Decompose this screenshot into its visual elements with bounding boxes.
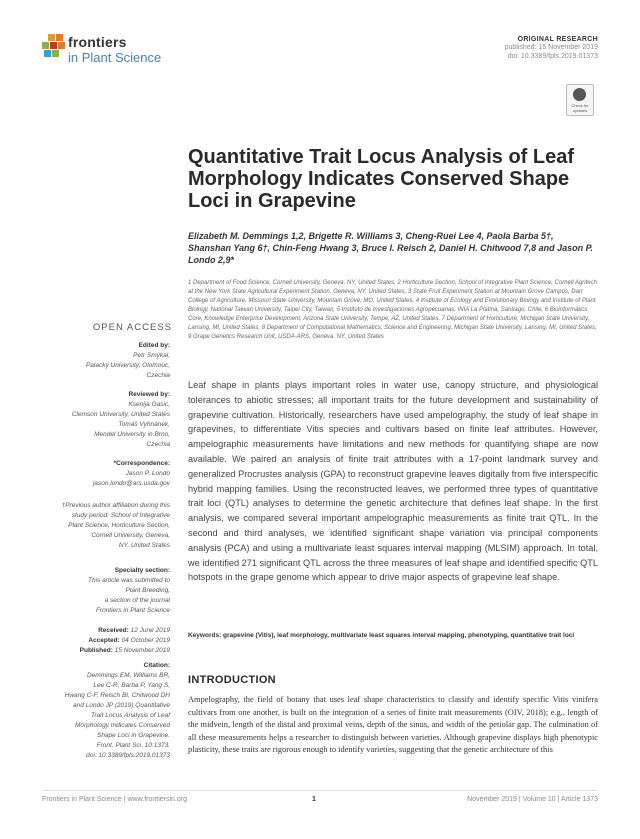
footer-divider [42,790,598,791]
logo-word: frontiers [68,34,127,50]
reviewer-line: Tomáš Vyhnánek, [118,421,170,428]
footer-journal-link[interactable]: Frontiers in Plant Science | www.frontiersin.org [42,796,187,803]
citation-doi[interactable]: doi: 10.3389/fpls.2019.01373 [86,752,170,759]
specialty-label: Specialty section: [114,567,170,574]
specialty-section-block [50,566,170,616]
citation-line: Demmings EM, Williams BR, [86,672,170,679]
citation-label: Citation: [143,662,170,669]
correspondence-label: *Correspondence: [113,460,170,467]
edited-by-label: Edited by: [138,342,170,349]
published-date-side: 15 November 2019 [114,647,170,654]
reviewer-line: Ksenija Gasic, [128,401,170,408]
reviewed-by-block [50,390,170,450]
logo-journal-name: in Plant Science [68,50,162,65]
published-date: published: 15 November 2019 [504,44,598,51]
article-type: ORIGINAL RESEARCH [517,36,598,43]
accepted-date: 04 October 2019 [121,637,170,644]
frontiers-logo-icon [42,34,68,62]
reviewed-by-label: Reviewed by: [128,391,170,398]
correspondence-email[interactable]: jason.londo@ars.usda.gov [92,480,170,487]
note-line: Cornell University, Geneva, [91,532,170,539]
note-line: study period: School of Integrative [71,512,170,519]
editor-line: Czechia [146,372,170,379]
abstract: Leaf shape in plants plays important roles in water use, canopy structure, and physiological tolerances to abiotic stresses; all important traits for the future development and sustainability of grapevine cultivation. Historically, researchers have used ampelography, the study of leaf shape in grapevines, to differentiate Vitis species and cultivars based on finite leaf attributes. However, ampelographic measurements have limitations and new methods for quantifying shape are now available. We paired an analysis of finite trait attributes with a 17-point landmark survey and generalized Procrustes analysis (GPA) to reconstruct grapevine leaves digitally from five interspecific hybrid mapping families. Using the reconstructed leaves, we performed three types of quantitative trait loci (QTL) analyses to determine the genetic architecture that defines leaf shape. In the first analysis, we compared several important ampelographic measurements as finite trait QTL. In the second and third analyses, we identified significant shape variation via principal components analysis (PCA) and using a multivariate least squares interval mapping (MLSIM) approach. In total, we identified 271 significant QTL across the three measures of leaf shape and identified specific QTL hotspots in the grape genome which appear to drive major aspects of grapevine leaf shape. [188,380,598,583]
article-meta-header [505,36,598,61]
footer-volume-info: November 2019 | Volume 10 | Article 1373 [467,796,598,803]
citation-line: Hwang C-F, Reisch BI, Chitwood DH [64,692,170,699]
open-access-label: OPEN ACCESS [92,322,172,333]
dates-block [50,626,170,656]
reviewer-line: Czechia [146,441,170,448]
article-title: Quantitative Trait Locus Analysis of Leaf Morphology Indicates Conserved Shape Loci in Grapevine [188,146,575,212]
edited-by-block [50,341,170,381]
check-for-updates-label: Check for updates [571,103,589,113]
keywords: Keywords: grapevine (Vitis), leaf morphology, multivariate least squares interval mapping, phenotyping, quantitative trait loci [188,632,575,639]
reviewer-line: Mendel University in Brno, [94,431,170,438]
section-heading-introduction: INTRODUCTION [188,674,276,686]
citation-line: Trait Locus Analysis of Leaf [90,712,170,719]
published-label: Published: [79,647,113,654]
received-label: Received: [98,627,129,634]
introduction-text: Ampelography, the field of botany that uses leaf shape characteristics to classify and identify specific Vitis vinifera cultivars from one another, is built on the integration of a series of finite trait measurements (OIV, 2018); e.g., length of the midvein, length of the distal and proximal veins, depth of the sinus, and width of the petiolar gap. The culmination of all these measurements helps a researcher to distinguish between varieties. Although grapevine displays high phenotypic plasticity, these traits are rigorous enough to identify varieties, suggesting that the genetic architecture of this [188,695,598,754]
author-list: Elizabeth M. Demmings 1,2, Brigette R. Williams 3, Cheng-Ruei Lee 4, Paola Barba 5†, Shanshan Yang 6†, Chin-Feng Hwang 3, Bruce I. Reisch 2, Daniel H. Chitwood 7,8 and Jason P. Londo 2,9* [188,231,593,265]
citation-line: and Londo JP (2019) Quantitative [73,702,170,709]
specialty-line: Plant Breeding, [125,587,170,594]
doi-link[interactable]: doi: 10.3389/fpls.2019.01373 [507,53,598,60]
check-for-updates-badge[interactable] [566,84,594,116]
citation-line: Shape Loci in Grapevine. [97,732,170,739]
check-updates-icon [573,88,586,101]
note-line: †Previous author affiliation during this [61,502,170,509]
specialty-line: a section of the journal [104,597,170,604]
received-date: 12 June 2019 [130,627,170,634]
specialty-line: This article was submitted to [87,577,170,584]
citation-line: Front. Plant Sci. 10:1373. [96,742,170,749]
specialty-line: Frontiers in Plant Science [95,607,170,614]
previous-affiliation-note [50,501,170,551]
editor-line: Petr Smýkal, [133,352,170,359]
affiliations: 1 Department of Food Science, Cornell University, Geneva, NY, United States, 2 Horticulture Section, School of Integrative Plant Science, Cornell Agritech at the New York State Agricultural Experiment Station, Geneva, NY, United States, 3 State Fruit Experiment Station at Mountain Grove Campus, Darr College of Agriculture, Missouri State University, Mountain Grove, MO, United States, 4 Institute of Ecology and Evolutionary Biology and Institute of Plant Biology, National Taiwan University, Taipei City, Taiwan, 5 Instituto de Investigaciones Agropecuarias, INIA La Platina, Santiago, Chile, 6 Bioinformatics Core, Knowledge Enterprise Development, Arizona State University, Tempe, AZ, United States, 7 Department of Horticulture, Michigan State University, Lansing, MI, United States, 8 Department of Computational Mathematics, Science and Engineering, Michigan State University, Lansing, MI, United States, 9 Grape Genetics Research Unit, USDA-ARS, Geneva, NY, United States [188,280,597,340]
note-line: Plant Science, Horticulture Section, [68,522,170,529]
editor-line: Palacký University, Olomouc, [85,362,170,369]
journal-logo [42,32,192,68]
correspondence-name: Jason P. Londo [125,470,170,477]
reviewer-line: Clemson University, United States [71,411,170,418]
note-line: NY, United States [118,542,170,549]
citation-block [50,661,170,761]
correspondence-block [50,459,170,489]
citation-line: Morphology Indicates Conserved [74,722,170,729]
accepted-label: Accepted: [88,637,120,644]
page-number: 1 [312,796,316,803]
citation-line: Lee C-R, Barba P, Yang S, [93,682,170,689]
